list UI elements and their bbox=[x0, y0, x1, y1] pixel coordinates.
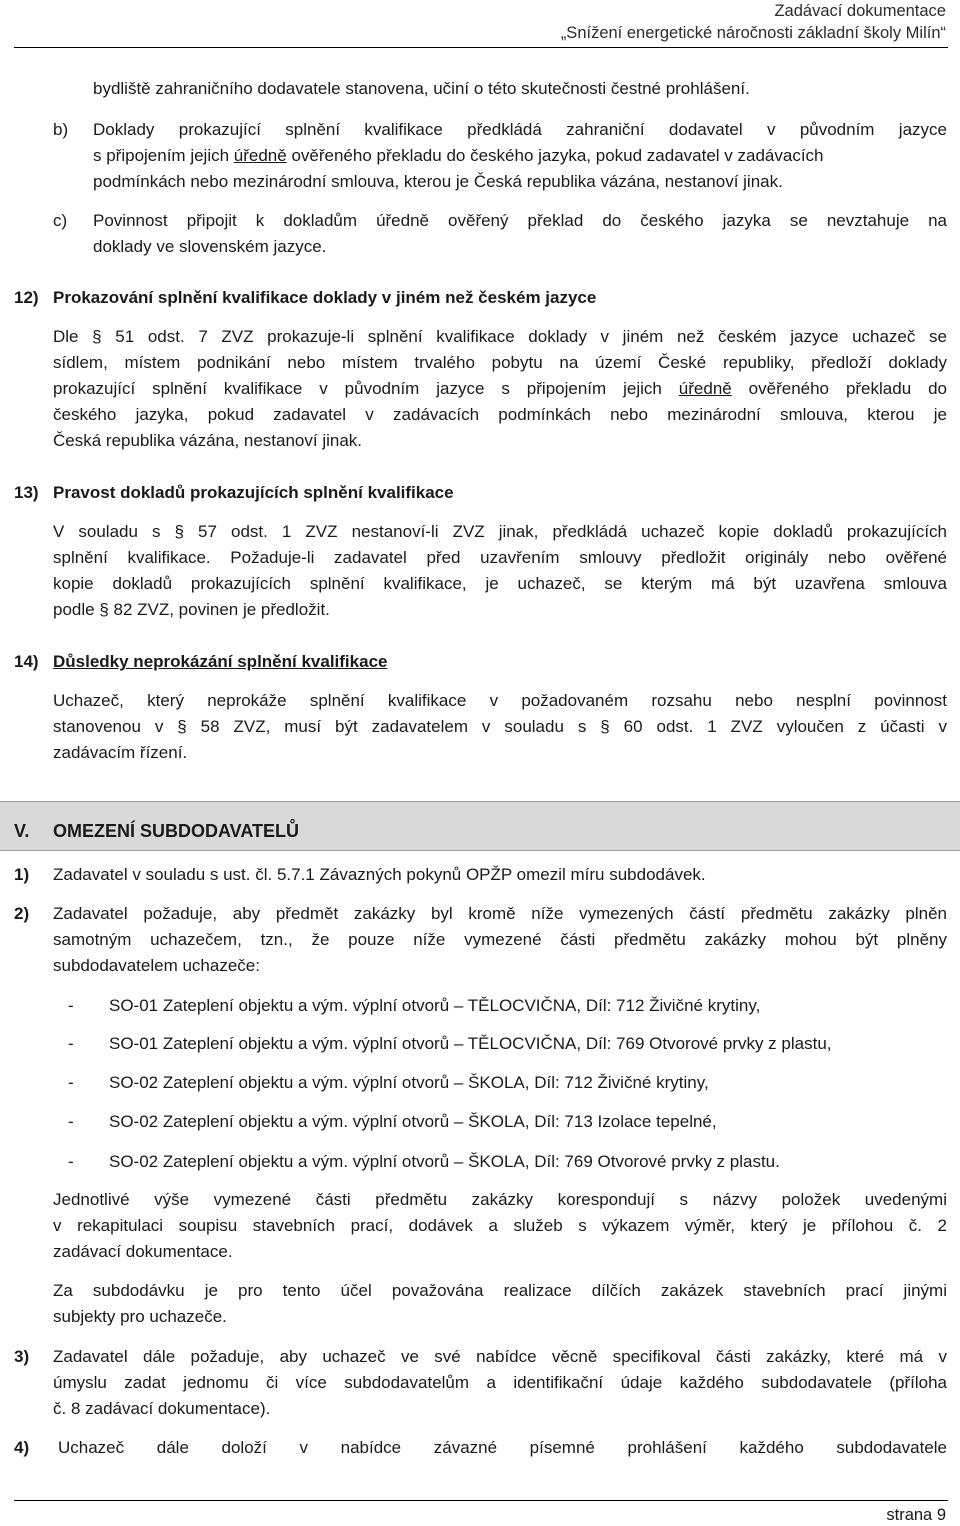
bullet-item: SO-02 Zateplení objektu a vým. výplní otvorů – ŠKOLA, Díl: 712 Živičné krytiny, bbox=[109, 1073, 709, 1092]
section-12-line-5: Česká republika vázána, nestanoví jinak. bbox=[53, 431, 363, 450]
item-4-number: 4) bbox=[14, 1438, 30, 1457]
section-13-heading: Pravost dokladů prokazujících splnění kvalifikace bbox=[53, 483, 454, 502]
section-12-heading: Prokazování splnění kvalifikace doklady v jiném než českém jazyce bbox=[53, 288, 597, 307]
bullet-dash: - bbox=[68, 1073, 74, 1092]
section-12-line-1: Dle § 51 odst. 7 ZVZ prokazuje-li splnění kvalifikace doklady v jiném než českém jazyce uchazeč se bbox=[53, 327, 947, 346]
paragraph-parts-line-1: Jednotlivé výše vymezené části předmětu zakázky korespondují s názvy položek uvedenými bbox=[53, 1190, 947, 1209]
item-c-line-1: Povinnost připojit k dokladům úředně ověřený překlad do českého jazyka se nevztahuje na bbox=[93, 211, 947, 230]
paragraph-continuation: bydliště zahraničního dodavatele stanovena, učiní o této skutečnosti čestné prohlášení. bbox=[93, 79, 750, 98]
footer-rule bbox=[14, 1500, 948, 1501]
item-c-line-2: doklady ve slovenském jazyce. bbox=[93, 237, 327, 256]
bullet-item: SO-02 Zateplení objektu a vým. výplní otvorů – ŠKOLA, Díl: 713 Izolace tepelné, bbox=[109, 1112, 717, 1131]
item-3-number: 3) bbox=[14, 1347, 30, 1366]
section-12-line-4: českého jazyka, pokud zadavatel v zadávacích podmínkách nebo mezinárodní smlouva, kterou je bbox=[53, 405, 947, 424]
item-2-line-3: subdodavatelem uchazeče: bbox=[53, 956, 260, 975]
section-13-line-3: kopie dokladů prokazujících splnění kvalifikace, je uchazeč, se kterým má být uzavřena smlouva bbox=[53, 574, 947, 593]
paragraph-subcontract-line-1: Za subdodávku je pro tento účel považována realizace dílčích zakázek stavebních prací jinými bbox=[53, 1281, 947, 1300]
bullet-item: SO-01 Zateplení objektu a vým. výplní otvorů – TĚLOCVIČNA, Díl: 769 Otvorové prvky z plastu, bbox=[109, 1034, 832, 1053]
section-12-line-3: prokazující splnění kvalifikace v původním jazyce s připojením jejich úředně ověřeného překladu do bbox=[53, 379, 947, 398]
header-project-title: „Snížení energetické náročnosti základní školy Milín“ bbox=[560, 24, 946, 42]
section-13-number: 13) bbox=[14, 483, 39, 502]
list-marker-b: b) bbox=[53, 120, 69, 139]
bullet-dash: - bbox=[68, 996, 74, 1015]
paragraph-parts-line-3: zadávací dokumentace. bbox=[53, 1242, 233, 1261]
paragraph-parts-line-2: v rekapitulaci soupisu stavebních prací, dodávek a služeb s výkazem výměr, který je přílohou č. 2 bbox=[53, 1216, 947, 1235]
section-13-line-2: splnění kvalifikace. Požaduje-li zadavatel před uzavřením smlouvy předložit originály nebo ověřené bbox=[53, 548, 947, 567]
bullet-item: SO-01 Zateplení objektu a vým. výplní otvorů – TĚLOCVIČNA, Díl: 712 Živičné krytiny, bbox=[109, 996, 761, 1015]
bullet-dash: - bbox=[68, 1152, 74, 1171]
section-14-line-2: stanovenou v § 58 ZVZ, musí být zadavatelem v souladu s § 60 odst. 1 ZVZ vyloučen z účasti v bbox=[53, 717, 947, 736]
header-doc-type: Zadávací dokumentace bbox=[774, 2, 946, 20]
item-b-line-2: s připojením jejich úředně ověřeného překladu do českého jazyka, pokud zadavatel v zadávacích bbox=[93, 146, 824, 165]
section-14-line-1: Uchazeč, který neprokáže splnění kvalifikace v požadovaném rozsahu nebo nesplní povinnost bbox=[53, 691, 947, 710]
item-b-line-1: Doklady prokazující splnění kvalifikace předkládá zahraniční dodavatel v původním jazyce bbox=[93, 120, 947, 139]
page-number: strana 9 bbox=[886, 1506, 946, 1524]
item-4-line-1: Uchazeč dále doloží v nabídce závazné písemné prohlášení každého subdodavatele bbox=[58, 1438, 947, 1457]
bullet-dash: - bbox=[68, 1112, 74, 1131]
section-14-number: 14) bbox=[14, 652, 39, 671]
section-12-number: 12) bbox=[14, 288, 39, 307]
item-3-line-2: úmyslu zadat jednomu či více subdodavatelům a identifikační údaje každého subdodavatele (příloha bbox=[53, 1373, 947, 1392]
section-12-line-2: sídlem, místem podnikání nebo místem trvalého pobytu na území České republiky, předloží doklady bbox=[53, 353, 947, 372]
item-3-line-1: Zadavatel dále požaduje, aby uchazeč ve své nabídce věcně specifikoval části zakázky, které má v bbox=[53, 1347, 947, 1366]
header-rule bbox=[14, 47, 948, 48]
item-3-line-3: č. 8 zadávací dokumentace). bbox=[53, 1399, 271, 1418]
item-2-line-2: samotným uchazečem, tzn., že pouze níže vymezené části předmětu zakázky mohou být plněny bbox=[53, 930, 947, 949]
chapter-number: V. bbox=[14, 821, 30, 841]
item-2-line-1: Zadavatel požaduje, aby předmět zakázky byl kromě níže vymezených částí předmětu zakázky plněn bbox=[53, 904, 947, 923]
bullet-item: SO-02 Zateplení objektu a vým. výplní otvorů – ŠKOLA, Díl: 769 Otvorové prvky z plastu. bbox=[109, 1152, 780, 1171]
section-13-line-1: V souladu s § 57 odst. 1 ZVZ nestanoví-li ZVZ jinak, předkládá uchazeč kopie dokladů prokazujících bbox=[53, 522, 947, 541]
item-1-number: 1) bbox=[14, 865, 30, 884]
chapter-title: OMEZENÍ SUBDODAVATELŮ bbox=[53, 821, 299, 841]
paragraph-subcontract-line-2: subjekty pro uchazeče. bbox=[53, 1307, 227, 1326]
bullet-dash: - bbox=[68, 1034, 74, 1053]
list-marker-c: c) bbox=[53, 211, 68, 230]
section-14-heading: Důsledky neprokázání splnění kvalifikace bbox=[53, 652, 388, 671]
section-14-line-3: zadávacím řízení. bbox=[53, 743, 188, 762]
item-b-line-3: podmínkách nebo mezinárodní smlouva, kterou je Česká republika vázána, nestanoví jinak. bbox=[93, 172, 783, 191]
section-13-line-4: podle § 82 ZVZ, povinen je předložit. bbox=[53, 600, 330, 619]
item-2-number: 2) bbox=[14, 904, 30, 923]
item-1-text: Zadavatel v souladu s ust. čl. 5.7.1 Závazných pokynů OPŽP omezil míru subdodávek. bbox=[53, 865, 706, 884]
